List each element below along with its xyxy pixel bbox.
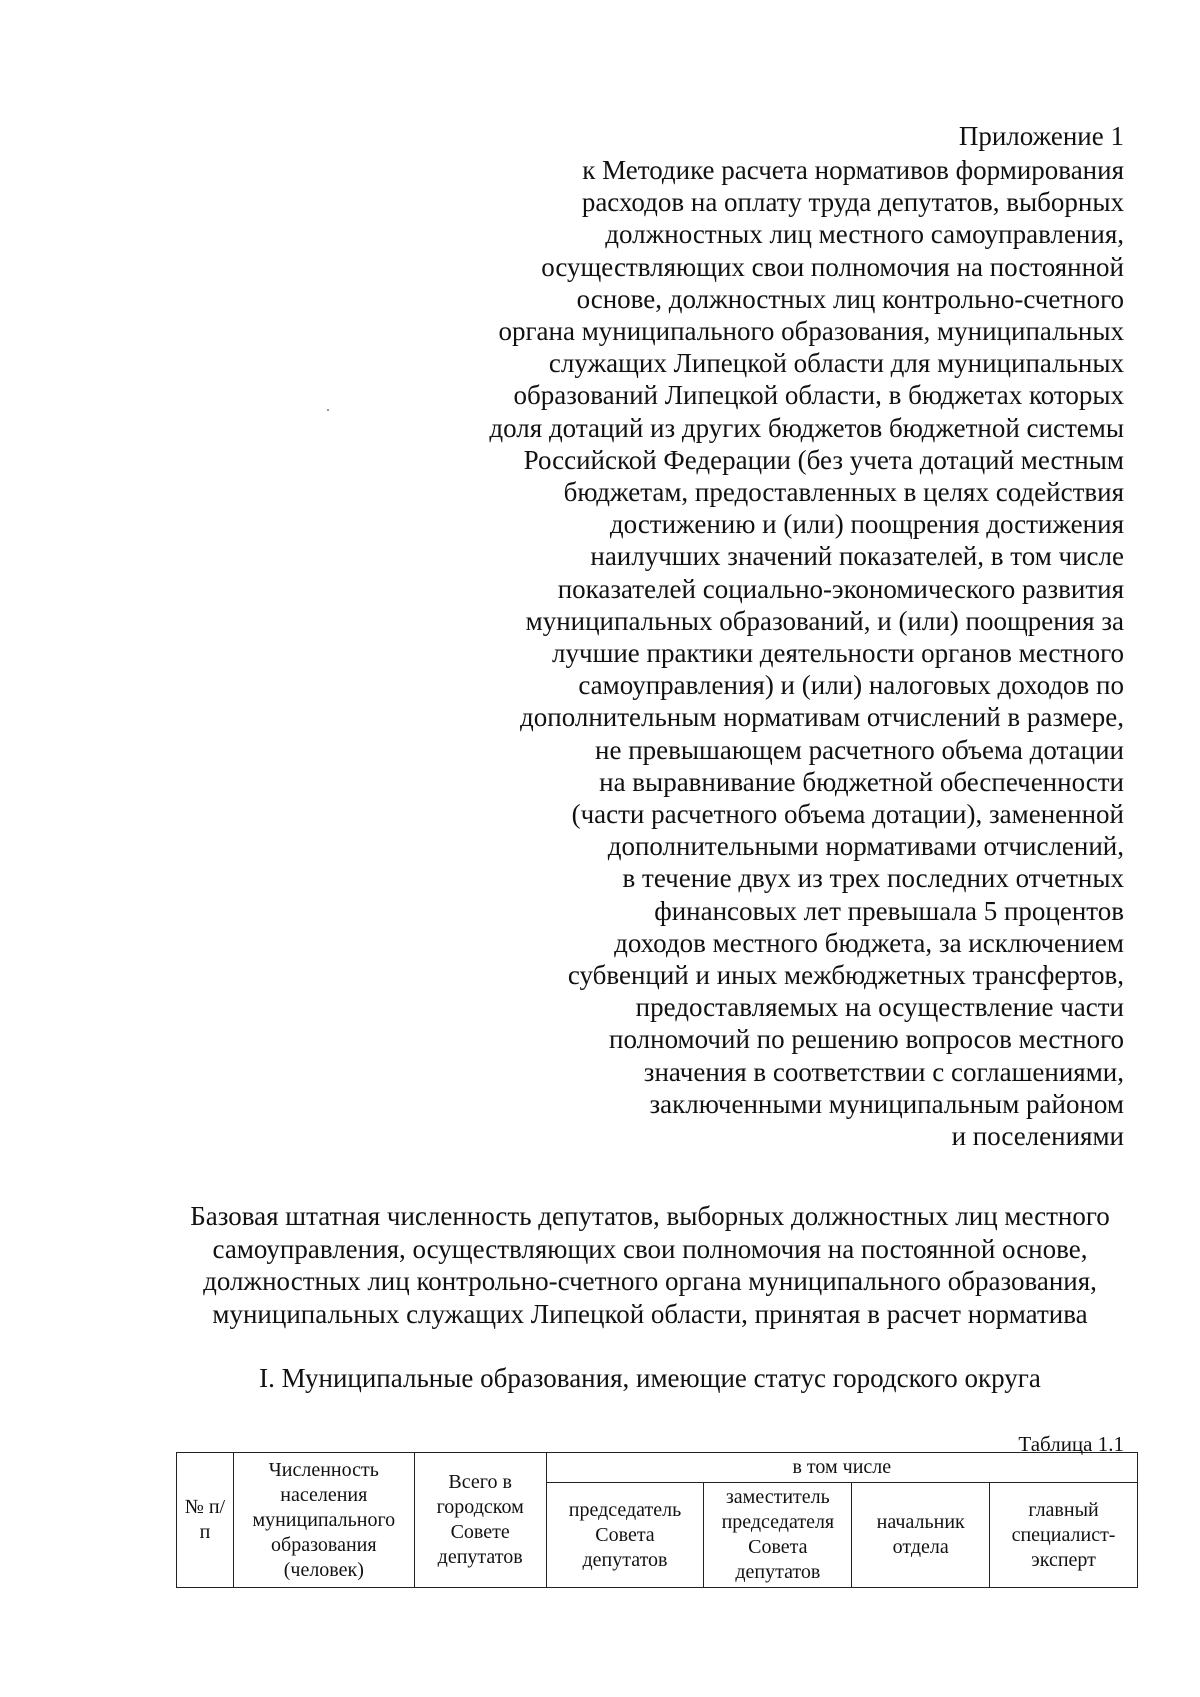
- header-including-group: в том числе: [546, 1453, 1137, 1483]
- appendix-line: расходов на оплату труда депутатов, выборных: [581, 187, 1124, 218]
- header-total-deputies: Всего в городском Совете депутатов: [414, 1453, 546, 1588]
- appendix-description: [404, 154, 1124, 1152]
- appendix-line: финансовых лет превышала 5 процентов: [654, 895, 1124, 926]
- header-chairman: председатель Совета депутатов: [546, 1483, 704, 1588]
- appendix-line: доходов местного бюджета, за исключением: [614, 927, 1124, 958]
- appendix-line: в течение двух из трех последних отчетных: [622, 863, 1124, 894]
- appendix-line: на выравнивание бюджетной обеспеченности: [599, 766, 1124, 797]
- appendix-line: осуществляющих свои полномочия на постоянной: [541, 251, 1124, 282]
- appendix-line: и поселениями: [951, 1121, 1124, 1152]
- appendix-line: самоуправления) и (или) налоговых доходов по: [578, 670, 1124, 701]
- appendix-line: муниципальных образований, и (или) поощрения за: [525, 605, 1124, 636]
- appendix-line: субвенций и иных межбюджетных трансфертов,: [567, 960, 1124, 991]
- scan-speck: [327, 409, 329, 411]
- appendix-line: значения в соответствии с соглашениями,: [643, 1056, 1124, 1087]
- appendix-line: заключенными муниципальным районом: [649, 1088, 1124, 1119]
- appendix-line: к Методике расчета нормативов формирования: [582, 155, 1124, 185]
- appendix-line: полномочий по решению вопросов местного: [609, 1024, 1124, 1055]
- header-row-number: № п/п: [177, 1453, 234, 1588]
- appendix-line: Российской Федерации (без учета дотаций местным: [523, 444, 1124, 475]
- header-deputy-chairman: заместитель председателя Совета депутатов: [704, 1483, 852, 1588]
- table-caption: Таблица 1.1: [1018, 1432, 1124, 1456]
- appendix-line: дополнительным нормативам отчислений в размере,: [520, 702, 1124, 733]
- appendix-line: не превышающем расчетного объема дотации: [595, 734, 1124, 765]
- appendix-line: лучшие практики деятельности органов местного: [552, 638, 1124, 669]
- appendix-line: служащих Липецкой области для муниципальных: [548, 348, 1124, 379]
- document-heading: [150, 1200, 1150, 1330]
- appendix-line: достижению и (или) поощрения достижения: [609, 509, 1124, 540]
- header-department-head: начальник отдела: [852, 1483, 990, 1588]
- header-population: Численность населения муниципального образования (человек): [233, 1453, 414, 1588]
- section-heading: I. Муниципальные образования, имеющие статус городского округа: [259, 1363, 1041, 1393]
- header-chief-specialist: главный специалист-эксперт: [990, 1483, 1138, 1588]
- appendix-line: доля дотаций из других бюджетов бюджетной системы: [489, 412, 1124, 443]
- appendix-title: Приложение 1: [958, 121, 1124, 151]
- appendix-line: показателей социально-экономического развития: [557, 573, 1124, 604]
- appendix-line: предоставляемых на осуществление части: [635, 992, 1124, 1023]
- heading-line: должностных лиц контрольно-счетного органа муниципального образования,: [203, 1266, 1097, 1296]
- appendix-line: основе, должностных лиц контрольно-счетного: [576, 283, 1124, 314]
- staff-table: [176, 1452, 1138, 1588]
- appendix-line: (части расчетного объема дотации), замененной: [571, 799, 1124, 830]
- appendix-line: наилучших значений показателей, в том числе: [590, 541, 1124, 572]
- heading-line: муниципальных служащих Липецкой области, принятая в расчет норматива: [212, 1298, 1088, 1329]
- appendix-line: бюджетам, предоставленных в целях содействия: [563, 477, 1124, 508]
- appendix-line: образований Липецкой области, в бюджетах которых: [513, 380, 1124, 411]
- heading-line: самоуправления, осуществляющих свои полномочия на постоянной основе,: [212, 1233, 1088, 1264]
- appendix-line: органа муниципального образования, муниципальных: [498, 316, 1124, 347]
- heading-line: Базовая штатная численность депутатов, выборных должностных лиц местного: [190, 1201, 1110, 1231]
- appendix-line: должностных лиц местного самоуправления,: [605, 219, 1124, 250]
- appendix-line: дополнительными нормативами отчислений,: [607, 831, 1124, 862]
